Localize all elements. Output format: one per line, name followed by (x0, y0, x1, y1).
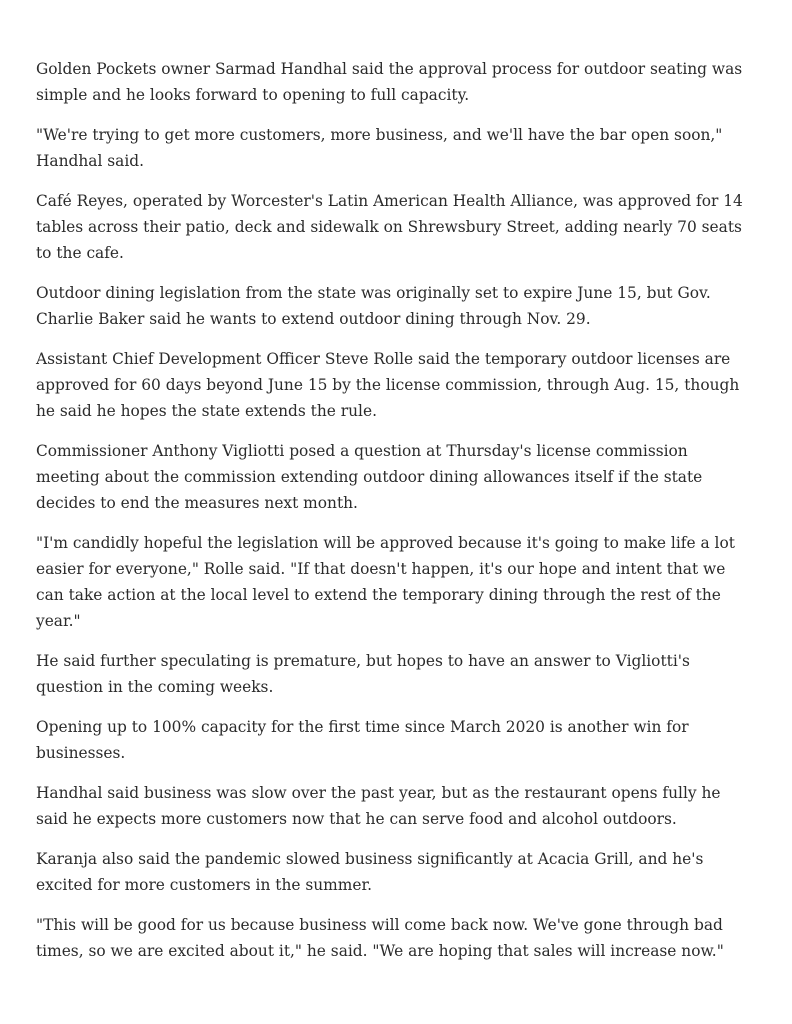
paragraph: Karanja also said the pandemic slowed business significantly at Acacia Grill, and he's excited for more customers in the summer. (36, 850, 704, 894)
paragraph: Outdoor dining legislation from the state was originally set to expire June 15, but Gov. Charlie Baker said he wants to extend outdoor dining through Nov. 29. (36, 284, 711, 328)
paragraph: Café Reyes, operated by Worcester's Latin American Health Alliance, was approved for 14 tables across their patio, deck and sidewalk on Shrewsbury Street, adding nearly 70 seats to the cafe. (36, 192, 743, 262)
paragraph: Opening up to 100% capacity for the first time since March 2020 is another win for businesses. (36, 718, 689, 762)
paragraph: "I'm candidly hopeful the legislation will be approved because it's going to make life a lot easier for everyone," Rolle said. "If that doesn't happen, it's our hope and intent that we can take action at the local level to extend the temporary dining through the rest of the year." (36, 534, 735, 630)
paragraph: Golden Pockets owner Sarmad Handhal said the approval process for outdoor seating was simple and he looks forward to opening to full capacity. (36, 60, 743, 104)
article-body (36, 56, 756, 978)
paragraph: "This will be good for us because business will come back now. We've gone through bad times, so we are excited about it," he said. "We are hoping that sales will increase now." (36, 916, 724, 960)
paragraph: Assistant Chief Development Officer Steve Rolle said the temporary outdoor licenses are approved for 60 days beyond June 15 by the license commission, through Aug. 15, though he said he hopes the state extends the rule. (36, 350, 740, 420)
paragraph: He said further speculating is premature, but hopes to have an answer to Vigliotti's question in the coming weeks. (36, 652, 690, 696)
paragraph: "We're trying to get more customers, more business, and we'll have the bar open soon," Handhal said. (36, 126, 723, 170)
paragraph: Commissioner Anthony Vigliotti posed a question at Thursday's license commission meeting about the commission extending outdoor dining allowances itself if the state decides to end the measures next month. (36, 442, 703, 512)
paragraph: Handhal said business was slow over the past year, but as the restaurant opens fully he said he expects more customers now that he can serve food and alcohol outdoors. (36, 784, 721, 828)
